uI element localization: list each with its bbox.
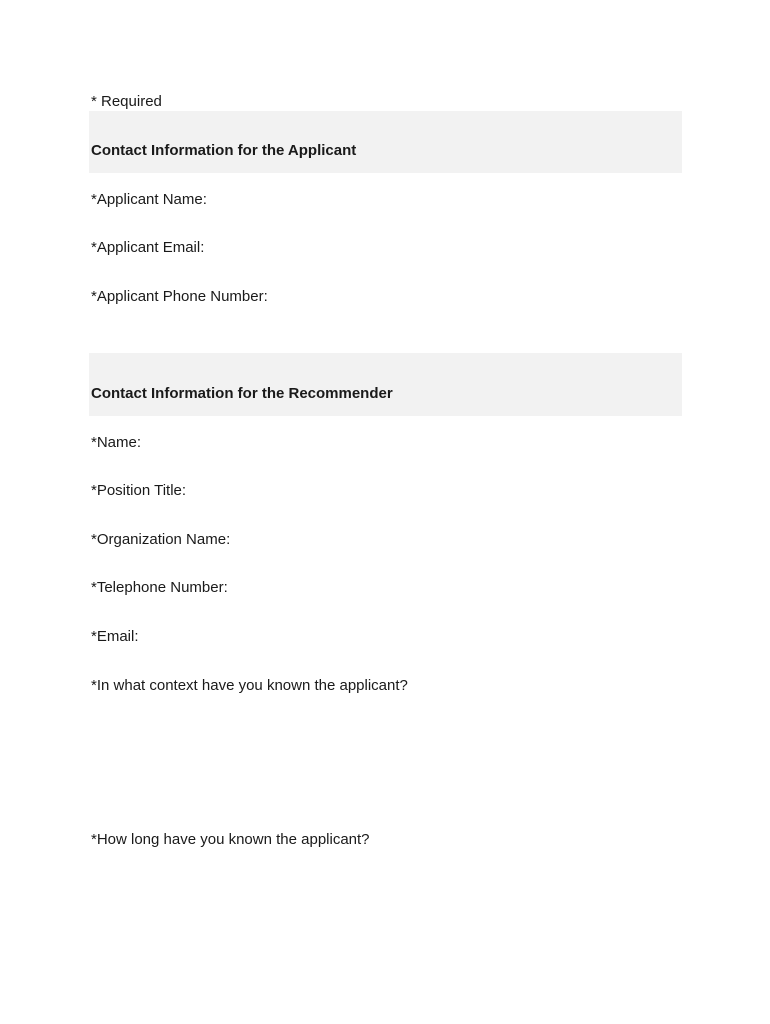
position-title-label: *Position Title: (91, 482, 187, 499)
applicant-section-header (89, 111, 682, 173)
applicant-email-label: *Applicant Email: (91, 239, 205, 256)
applicant-name-label: *Applicant Name: (91, 191, 207, 208)
applicant-section-title: Contact Information for the Applicant (91, 142, 357, 159)
context-question-label: *In what context have you known the applicant? (91, 677, 408, 694)
recommender-section-title: Contact Information for the Recommender (91, 385, 393, 402)
recommender-section-header (89, 353, 682, 416)
recommender-email-label: *Email: (91, 628, 139, 645)
organization-name-label: *Organization Name: (91, 531, 231, 548)
telephone-number-label: *Telephone Number: (91, 579, 228, 596)
applicant-phone-label: *Applicant Phone Number: (91, 288, 268, 305)
duration-question-label: *How long have you known the applicant? (91, 831, 370, 848)
recommender-name-label: *Name: (91, 434, 142, 451)
required-note: * Required (91, 93, 162, 110)
